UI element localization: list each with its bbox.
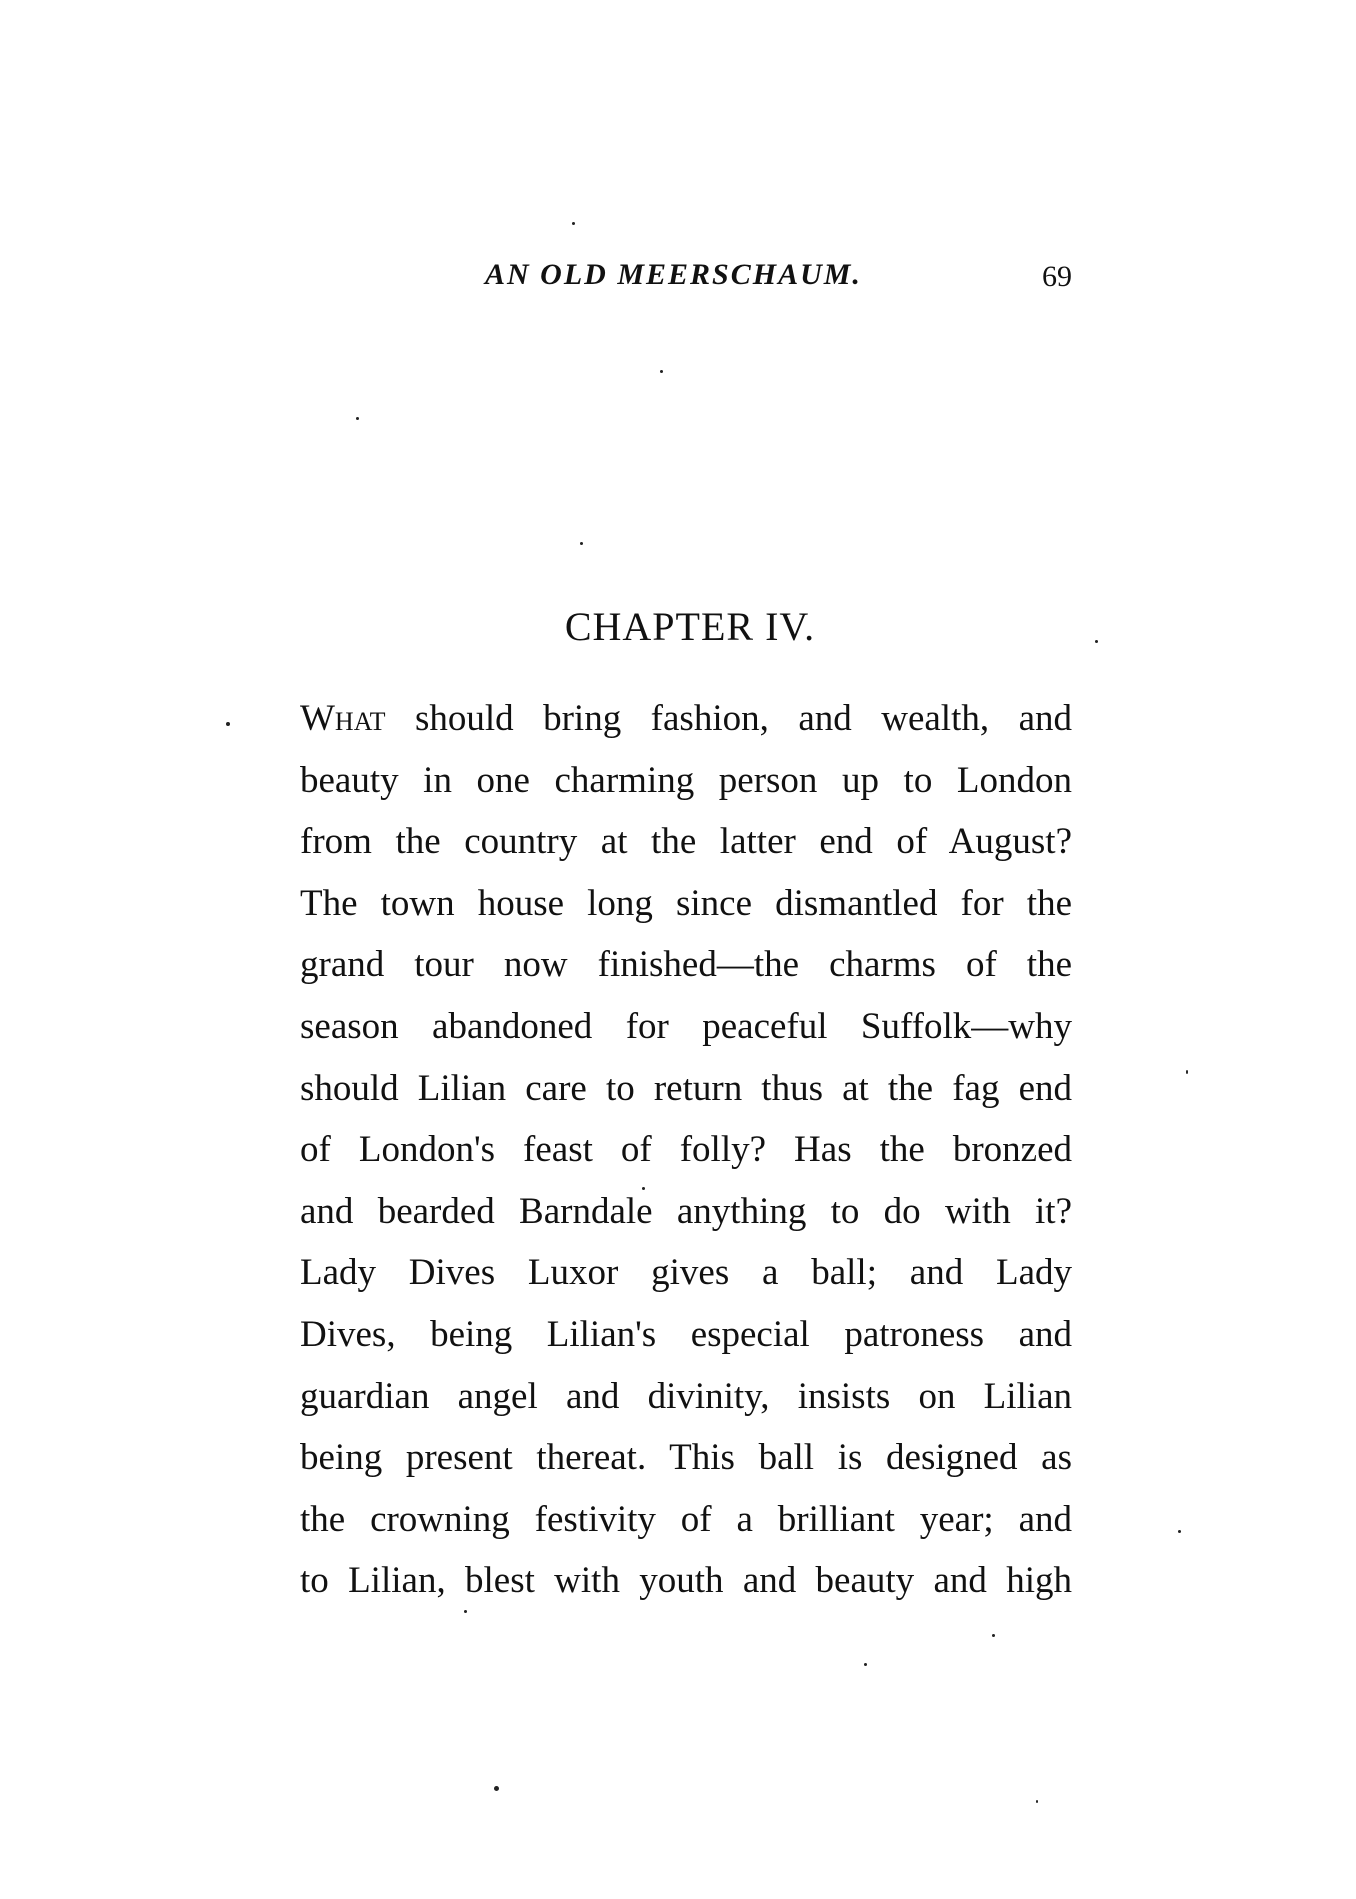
scan-speck xyxy=(580,542,583,545)
text-line xyxy=(300,1427,1072,1489)
text-line xyxy=(300,1366,1072,1428)
text-line xyxy=(300,1181,1072,1243)
scan-speck xyxy=(226,722,230,726)
scan-speck xyxy=(464,1610,467,1613)
scan-speck xyxy=(992,1634,995,1637)
scan-speck xyxy=(1178,1530,1181,1533)
text-line xyxy=(300,811,1072,873)
text-line-content: grand tour now finished—the charms of the xyxy=(300,944,1072,986)
scan-speck xyxy=(1095,640,1098,643)
scan-speck xyxy=(642,1187,645,1190)
page-number: 69 xyxy=(1042,260,1072,293)
scan-speck xyxy=(1036,1800,1038,1803)
text-line-content: guardian angel and divinity, insists on Lilian xyxy=(300,1375,1072,1417)
scan-speck xyxy=(494,1786,499,1791)
text-line-content: and bearded Barndale anything to do with it? xyxy=(300,1190,1072,1232)
text-line-content: beauty in one charming person up to London xyxy=(300,759,1072,801)
running-head xyxy=(300,258,1080,304)
text-line xyxy=(300,1489,1072,1551)
text-line-content xyxy=(300,688,1072,750)
scan-speck xyxy=(356,417,359,420)
text-line xyxy=(300,934,1072,996)
opening-word: What xyxy=(300,698,386,739)
text-line xyxy=(300,1550,1072,1612)
scan-speck xyxy=(660,370,663,373)
text-line xyxy=(300,873,1072,935)
first-line-rest: should bring fashion, and wealth, and xyxy=(385,698,1072,739)
text-line xyxy=(300,1242,1072,1304)
text-line-content: being present thereat. This ball is designed as xyxy=(300,1437,1072,1479)
text-line-content: from the country at the latter end of August? xyxy=(300,821,1072,863)
text-line xyxy=(300,1058,1072,1120)
text-line-content: season abandoned for peaceful Suffolk—why xyxy=(300,1005,1072,1047)
text-line xyxy=(300,1304,1072,1366)
running-title: AN OLD MEERSCHAUM. xyxy=(485,258,862,291)
text-line-content: of London's feast of folly? Has the bronzed xyxy=(300,1129,1072,1171)
text-line xyxy=(300,996,1072,1058)
scan-speck xyxy=(572,222,575,225)
text-line xyxy=(300,750,1072,812)
chapter-heading: CHAPTER IV. xyxy=(564,604,816,649)
text-line xyxy=(300,688,1072,750)
text-line xyxy=(300,1119,1072,1181)
text-line-content: should Lilian care to return thus at the fag end xyxy=(300,1067,1072,1109)
text-line-content: Lady Dives Luxor gives a ball; and Lady xyxy=(300,1252,1072,1294)
body-text xyxy=(300,688,1072,1612)
text-line-content: The town house long since dismantled for the xyxy=(300,882,1072,924)
text-line-content: to Lilian, blest with youth and beauty and high xyxy=(300,1560,1072,1602)
text-line-content: the crowning festivity of a brilliant year; and xyxy=(300,1498,1072,1540)
text-line-content: Dives, being Lilian's especial patroness and xyxy=(300,1313,1072,1355)
scan-speck xyxy=(864,1663,867,1666)
scan-speck xyxy=(1186,1070,1188,1074)
